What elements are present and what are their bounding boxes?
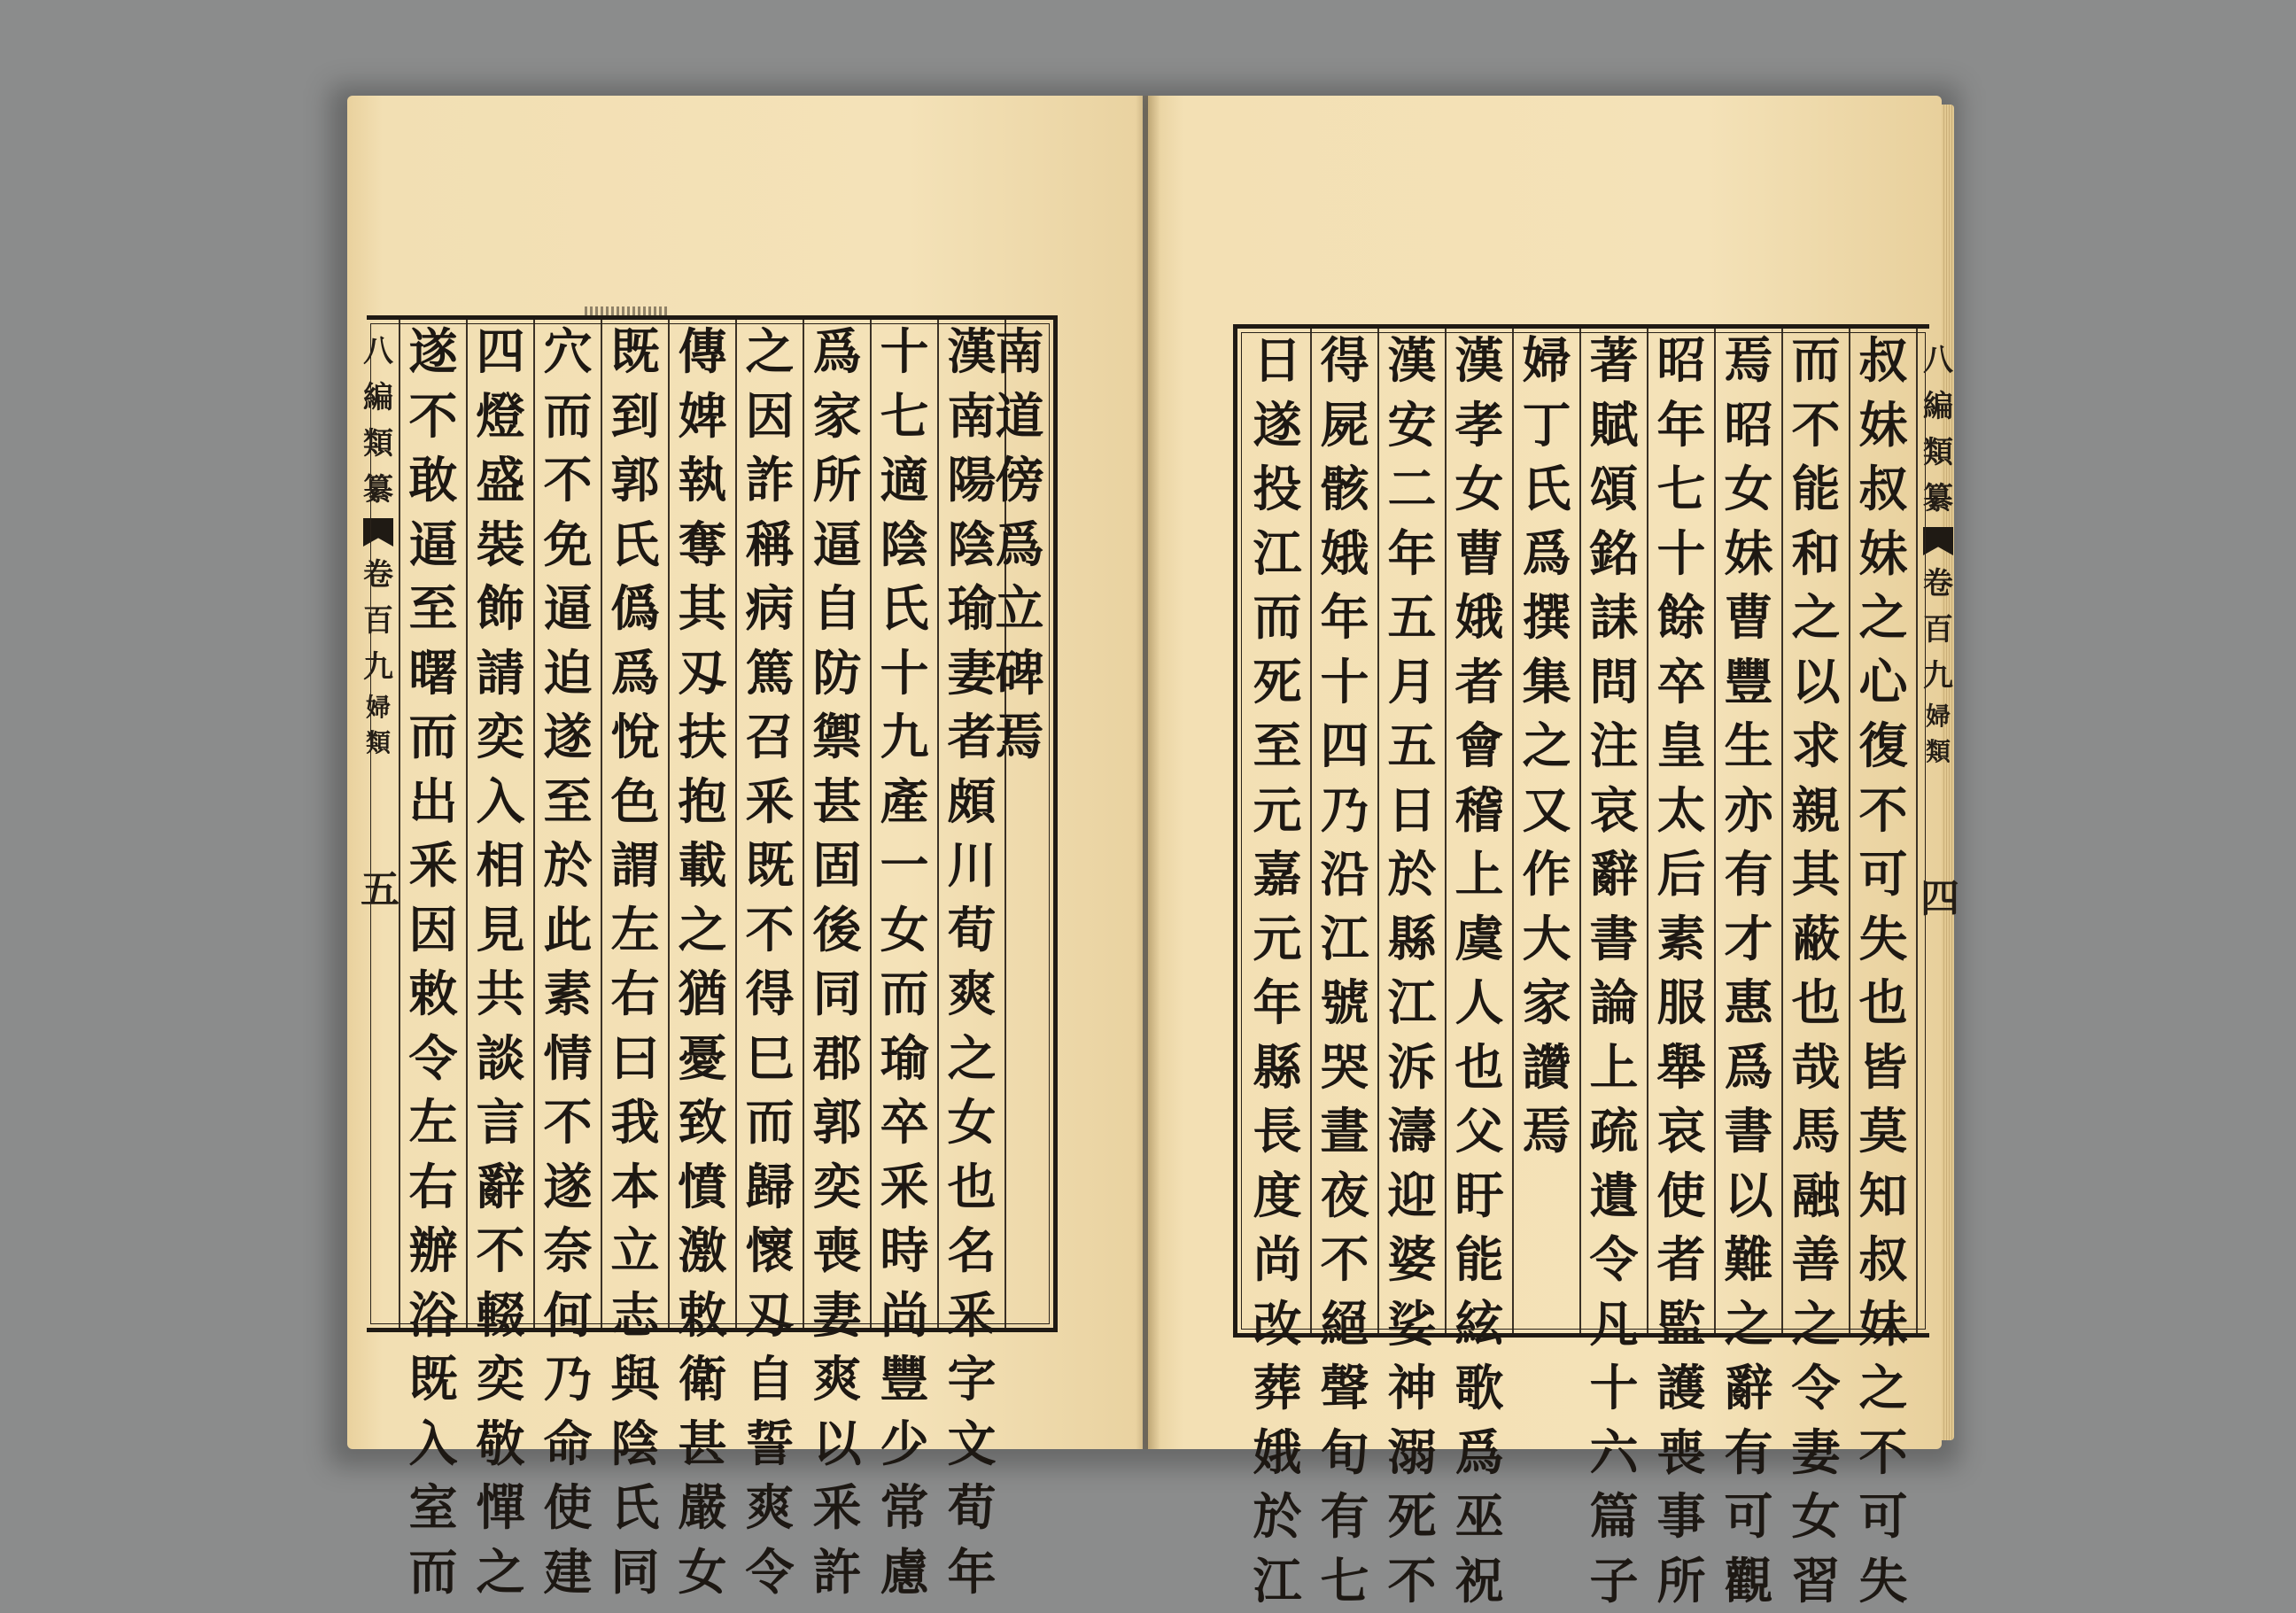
column-rule: [735, 320, 737, 1328]
column-rule: [1004, 320, 1006, 1328]
column-rule: [399, 320, 400, 1328]
right-column-9-text: 得屍骸娥年十四乃沿江號哭晝夜不絕聲旬有七: [1320, 331, 1369, 1609]
right-margin-volume: 卷百九: [1923, 566, 1953, 694]
left-text-frame: [361, 315, 1058, 1601]
left-column-2-text: 漢南陽陰瑜妻者頗川荀爽之女也名釆字文荀年: [947, 322, 997, 1601]
right-column-6: [1514, 329, 1579, 1164]
left-column-5: [737, 320, 803, 1604]
left-column-7: [602, 320, 668, 1604]
right-text-frame: [1233, 324, 1959, 1609]
left-column-2: [939, 320, 1004, 1604]
column-rule: [668, 320, 670, 1328]
right-column-7: [1447, 329, 1512, 1613]
column-rule: [1512, 329, 1514, 1333]
right-column-9: [1312, 329, 1377, 1613]
column-rule: [1714, 329, 1716, 1333]
left-column-8: [535, 320, 601, 1604]
left-column-6: [670, 320, 735, 1604]
right-column-4: [1648, 329, 1714, 1613]
left-margin-title: 八編類纂: [363, 334, 393, 508]
column-rule: [1781, 329, 1783, 1333]
left-column-3-text: 十七適陰氏十九產一女而瑜卒釆時尚豐少常慮: [880, 322, 929, 1601]
right-column-7-text: 漢孝女曹娥者會稽上虞人也父盱能絃歌爲巫祝: [1454, 331, 1504, 1609]
left-column-1-text: 南道傍爲立碑焉: [995, 322, 1044, 765]
left-column-7-text: 既到郭氏僞爲悅色謂左右曰我本立志與陰氏同: [610, 322, 660, 1601]
column-rule: [937, 320, 939, 1328]
right-column-2-text: 而不能和之以求親其蔽也哉馬融善之令妻女習: [1791, 331, 1841, 1609]
left-column-9: [468, 320, 533, 1604]
left-column-5-text: 之因詐稱病篤召釆既不得巳而歸懷刄自誓爽令: [745, 322, 795, 1601]
right-folio-number: 四: [1920, 876, 1959, 921]
right-column-3: [1716, 329, 1781, 1613]
right-margin-category: 婦類: [1925, 702, 1951, 766]
left-column-10-text: 遂不敢逼至曙而出釆因敕令左右辦浴既入室而: [408, 322, 458, 1601]
left-column-4: [804, 320, 870, 1604]
right-column-8: [1379, 329, 1445, 1613]
column-rule: [1445, 329, 1447, 1333]
left-margin-band: [358, 329, 399, 913]
book-gutter: [1136, 96, 1160, 1449]
column-rule: [1310, 329, 1312, 1333]
left-column-9-text: 四燈盛裝飾請奕入相見共談言辭不輟奕敬憚之: [476, 322, 525, 1601]
right-margin-title: 八編類纂: [1923, 343, 1953, 516]
right-column-1-text: 叔妹叔妹之心復不可失也皆莫知叔妹之不可失: [1858, 331, 1908, 1609]
fish-tail-mark: [363, 518, 393, 547]
right-column-5: [1581, 329, 1647, 1613]
right-margin-band: [1918, 337, 1959, 922]
left-folio-number: 五: [361, 867, 399, 912]
right-column-10: [1245, 329, 1310, 1613]
column-rule: [803, 320, 804, 1328]
column-rule: [1647, 329, 1648, 1333]
left-column-4-text: 爲家所逼自防禦甚固後同郡郭奕喪妻爽以釆許: [812, 322, 862, 1601]
column-rule: [1916, 329, 1918, 1333]
column-rule: [1579, 329, 1581, 1333]
right-column-4-text: 昭年七十餘卒皇太后素服舉哀使者監護喪事所: [1656, 331, 1706, 1609]
column-rule: [1849, 329, 1850, 1333]
right-column-5-text: 著賦頌銘誄問注哀辭書論上疏遺令凡十六篇子: [1589, 331, 1639, 1609]
right-column-1: [1850, 329, 1916, 1613]
column-rule: [870, 320, 872, 1328]
right-column-10-text: 日遂投江而死至元嘉元年縣長度尚改葬娥於江: [1253, 331, 1302, 1609]
right-column-2: [1783, 329, 1849, 1613]
left-margin-category: 婦類: [365, 693, 391, 757]
column-rule: [466, 320, 468, 1328]
left-column-6-text: 傳婢執奪其刄扶抱載之猶憂致憤激敕衛甚嚴女: [678, 322, 727, 1601]
left-margin-volume: 卷百九: [363, 557, 393, 685]
left-column-3: [872, 320, 937, 1604]
right-column-8-text: 漢安二年五月五日於縣江泝濤迎婆娑神溺死不: [1387, 331, 1437, 1609]
left-column-8-text: 穴而不免逼迫遂至於此素情不遂奈何乃命使建: [543, 322, 593, 1601]
left-column-1: [987, 320, 1052, 770]
faded-stamp-mark: [585, 306, 670, 315]
left-column-10: [400, 320, 466, 1604]
right-column-3-text: 焉昭女妹曹豐生亦有才惠爲書以難之辭有可觀: [1724, 331, 1773, 1609]
column-rule: [533, 320, 535, 1328]
column-rule: [1377, 329, 1379, 1333]
column-rule: [601, 320, 602, 1328]
fish-tail-mark: [1923, 527, 1953, 555]
right-column-6-text: 婦丁氏爲撰集之又作大家讚焉: [1522, 331, 1571, 1159]
